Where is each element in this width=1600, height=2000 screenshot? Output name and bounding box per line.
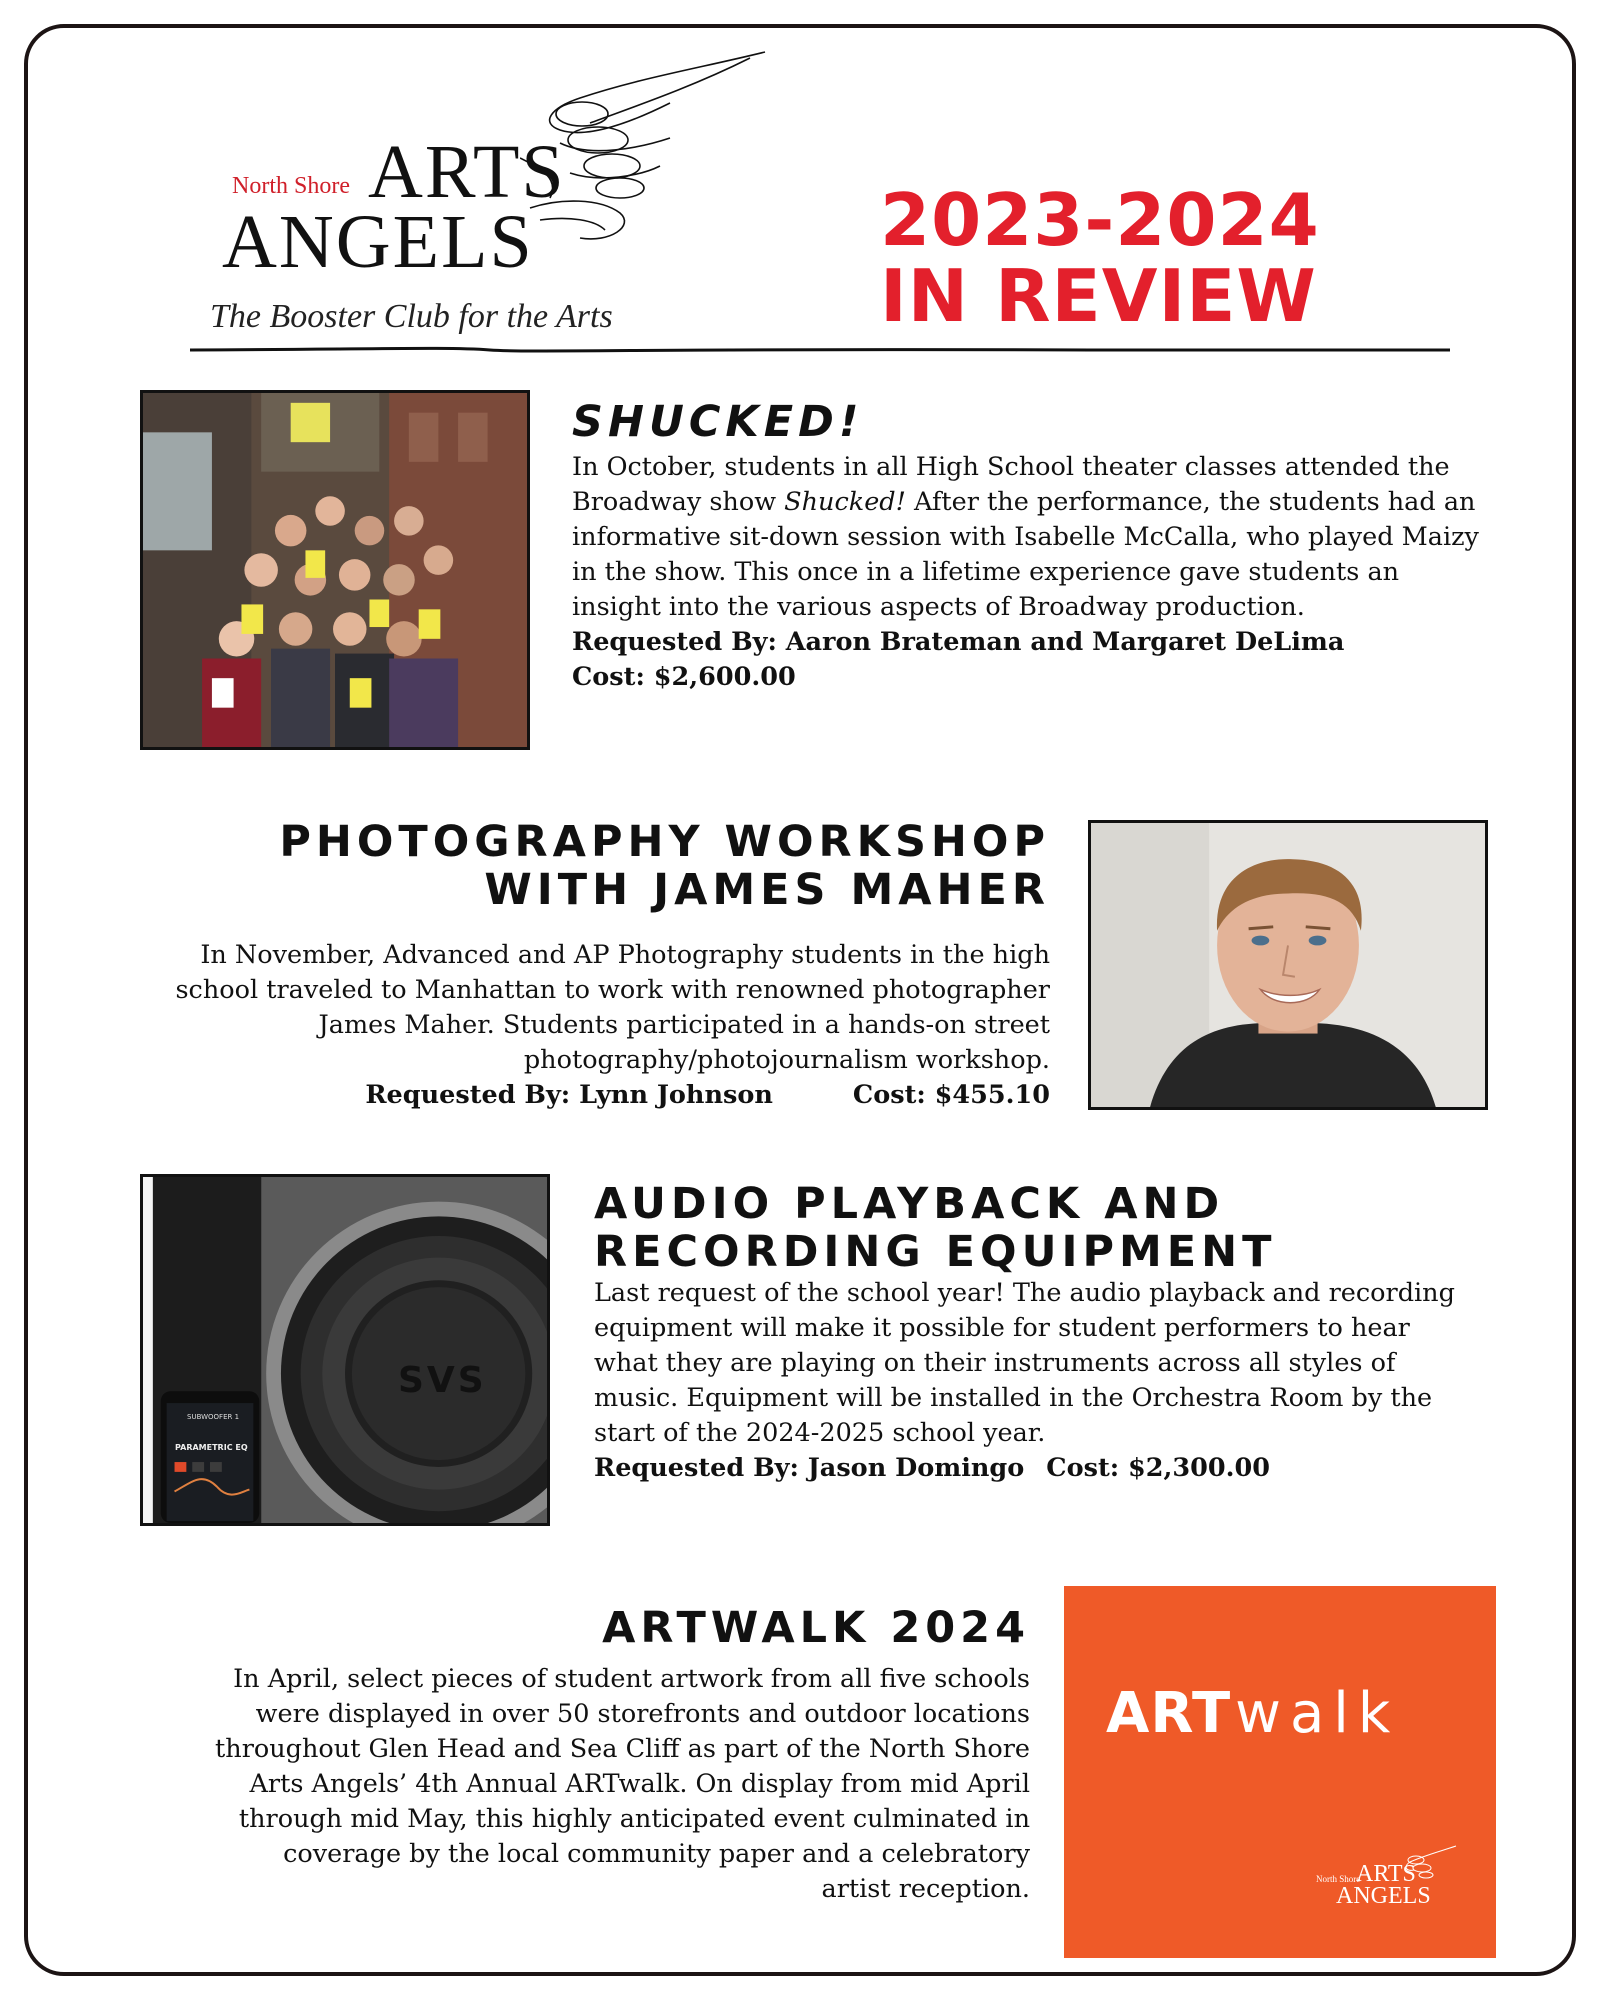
- shucked-body-post: After the performance, the students had an informative sit-down session with Isabelle McCalla, who played Maizy in the show. This once in a lifetime experience gave students an insight into the various aspects of Broadway production.: [572, 487, 1479, 622]
- section-body-photography: [110, 938, 1050, 1113]
- logo-north-shore-text: North Shore: [232, 173, 350, 199]
- artwalk-wordmark-light: walk: [1235, 1681, 1400, 1746]
- audio-title-line1: AUDIO PLAYBACK AND: [594, 1179, 1225, 1229]
- logo-arts-text: ARTS: [368, 130, 566, 214]
- artwalk-wordmark: [1106, 1681, 1400, 1746]
- audio-speaker-photo: [140, 1174, 550, 1526]
- mini-logo-arts: ARTS: [1356, 1861, 1416, 1887]
- header-divider: [190, 344, 1450, 356]
- section-title-shucked: SHUCKED!: [572, 397, 864, 447]
- phone-eq-label: PARAMETRIC EQ: [175, 1443, 248, 1452]
- title-in-review: IN REVIEW: [880, 254, 1317, 338]
- audio-cost: Cost: $2,300.00: [1046, 1453, 1270, 1483]
- page-title: [880, 178, 1400, 338]
- speaker-brand-label: SVS: [398, 1360, 487, 1401]
- artwalk-body: In April, select pieces of student artwork from all five schools were displayed in over 50 storefronts and outdoor locations throughout Glen Head and Sea Cliff as part of the North Shore Arts Angels’ 4th Annual ARTwalk. On display from mid April through mid May, this highly anticipated event culminated in coverage by the local community paper and a celebratory artist reception.: [215, 1664, 1030, 1904]
- photography-title-line1: PHOTOGRAPHY WORKSHOP: [279, 817, 1050, 867]
- mini-logo-north-shore: North Shore: [1316, 1874, 1361, 1884]
- james-maher-portrait: [1088, 820, 1488, 1110]
- photography-body: In November, Advanced and AP Photography students in the high school traveled to Manhattan to work with renowned photographer James Maher. Students participated in a hands-on street photography/photojournalism workshop.: [175, 940, 1050, 1075]
- title-years: 2023-2024: [880, 178, 1320, 262]
- photography-credit-line: [110, 1078, 1050, 1113]
- mini-logo-angels: ANGELS: [1336, 1883, 1431, 1909]
- section-title-artwalk: ARTWALK 2024: [602, 1603, 1030, 1653]
- phone-header-label: SUBWOOFER 1: [187, 1413, 240, 1421]
- audio-requested-by: Requested By: Jason Domingo: [594, 1453, 1025, 1483]
- photography-requested-by: Requested By: Lynn Johnson: [365, 1080, 773, 1110]
- section-body-artwalk: [210, 1662, 1030, 1907]
- artwalk-logo-card: [1064, 1586, 1496, 1958]
- section-title-audio: [594, 1180, 1277, 1276]
- section-body-shucked: [572, 450, 1492, 695]
- logo-tagline: The Booster Club for the Arts: [210, 298, 613, 335]
- photography-cost: Cost: $455.10: [852, 1080, 1050, 1110]
- logo-angels-text: ANGELS: [222, 200, 534, 284]
- photography-title-line2: WITH JAMES MAHER: [484, 865, 1050, 915]
- artwalk-wordmark-bold: ART: [1106, 1681, 1232, 1746]
- section-title-photography: [110, 818, 1050, 914]
- artwalk-card-arts-angels-logo: [1312, 1844, 1462, 1924]
- audio-credit-line: [594, 1451, 1464, 1486]
- shucked-requested-by: Requested By: Aaron Brateman and Margaret DeLima: [572, 627, 1345, 657]
- shucked-body-italic: Shucked!: [784, 487, 906, 517]
- audio-title-line2: RECORDING EQUIPMENT: [594, 1227, 1277, 1277]
- shucked-body-pre: In October, students in all High School theater classes attended the Broadway show: [572, 452, 1450, 517]
- shucked-group-photo: [140, 390, 530, 750]
- section-body-audio: [594, 1276, 1464, 1486]
- shucked-cost: Cost: $2,600.00: [572, 662, 796, 692]
- audio-body: Last request of the school year! The audio playback and recording equipment will make it possible for student performers to hear what they are playing on their instruments across all styles of music. Equipment will be installed in the Orchestra Room by the start of the 2024-2025 school year.: [594, 1278, 1455, 1448]
